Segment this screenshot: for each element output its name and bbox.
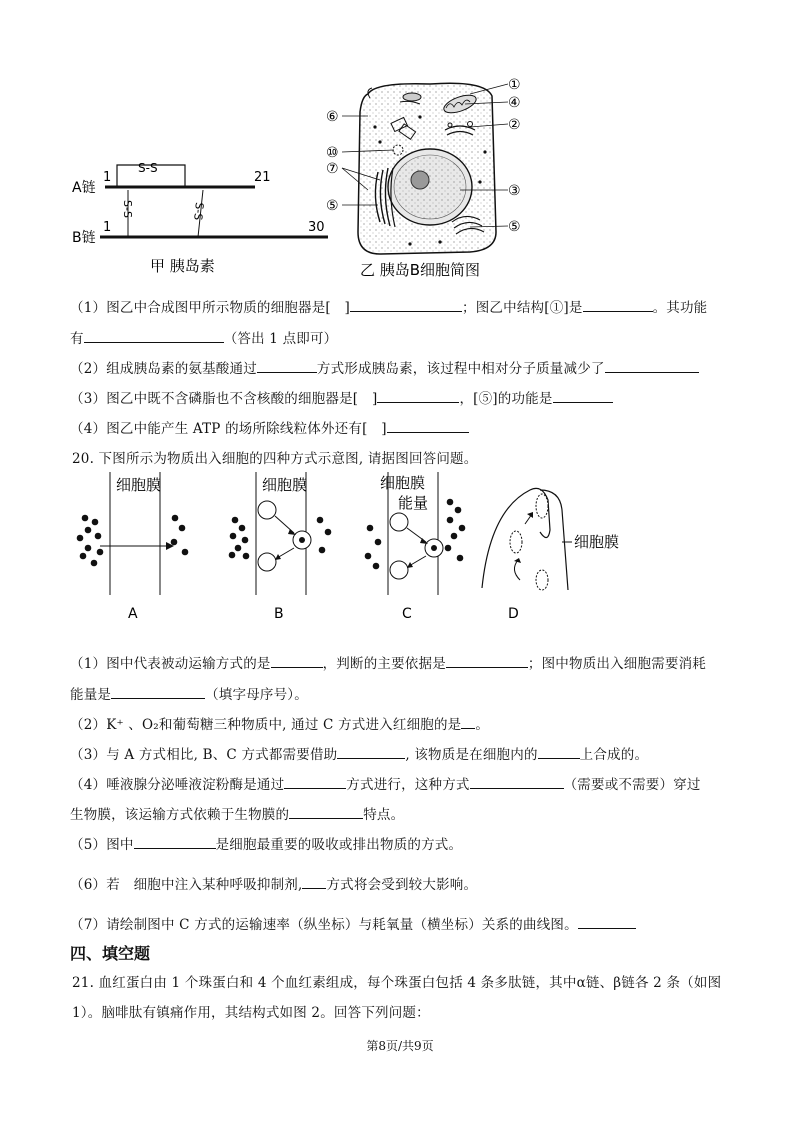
- ss-top-label: S-S: [138, 161, 158, 175]
- blank-20-4c[interactable]: [289, 804, 363, 819]
- panel-label-a: A: [128, 606, 138, 622]
- ss-vertical-1: S-S: [121, 200, 134, 218]
- q20-s4: （4）唾液腺分泌唾液淀粉酶是通过 方式进行，这种方式 （需要或不需要）穿过: [70, 773, 701, 793]
- marker-10: ⑩: [326, 145, 339, 161]
- blank-20-1c[interactable]: [111, 684, 205, 699]
- marker-5-right: ⑤: [508, 219, 521, 235]
- marker-7: ⑦: [326, 161, 339, 177]
- panel-b: [229, 472, 332, 622]
- blank-20-5[interactable]: [134, 834, 216, 849]
- nucleolus: [411, 171, 429, 189]
- q21-line1: 21. 血红蛋白由 1 个珠蛋白和 4 个血红素组成，每个珠蛋白包括 4 条多肽链，其中α链、β链各 2 条（如图: [72, 975, 722, 991]
- figure-jia-caption: 甲 胰岛素: [150, 257, 215, 275]
- panel-label-d: D: [508, 606, 519, 622]
- membrane-label-c: 细胞膜: [380, 474, 426, 492]
- blank-19-2b[interactable]: [605, 358, 699, 373]
- q19-line3: （2）组成胰岛素的氨基酸通过 方式形成胰岛素，该过程中相对分子质量减少了: [70, 357, 699, 377]
- blank-20-7[interactable]: [578, 914, 636, 929]
- panel-a: [77, 472, 189, 622]
- q20-s4-cont: 生物膜，该运输方式依赖于生物膜的 特点。: [70, 803, 404, 823]
- membrane-label-a: 细胞膜: [116, 476, 162, 494]
- q20-s6: （6）若 细胞中注入某种呼吸抑制剂, 方式将会受到较大影响。: [70, 873, 477, 893]
- page-footer: 第8页/共9页: [366, 1039, 434, 1053]
- blank-19-1c[interactable]: [84, 328, 224, 343]
- panel-label-b: B: [274, 606, 284, 622]
- panel-label-c: C: [402, 606, 412, 622]
- q19-line1: （1）图乙中合成图甲所示物质的细胞器是[ ] ；图乙中结构[①]是 。其功能: [70, 296, 707, 316]
- panel-c: [365, 472, 466, 622]
- blank-19-2a[interactable]: [257, 358, 317, 373]
- blank-19-3a[interactable]: [377, 388, 459, 403]
- a-chain-label: A链: [72, 180, 96, 196]
- q20-s2: （2）K⁺ 、O₂和葡萄糖三种物质中, 通过 C 方式进入红细胞的是 。: [70, 713, 489, 733]
- blank-19-1a[interactable]: [350, 297, 462, 312]
- b-start: 1: [103, 220, 112, 235]
- b-chain-label: B链: [72, 230, 96, 246]
- membrane-label-b: 细胞膜: [262, 476, 308, 494]
- blank-20-2[interactable]: [461, 714, 475, 729]
- blank-20-4a[interactable]: [284, 774, 346, 789]
- blank-20-6[interactable]: [302, 874, 326, 889]
- figure-yi-caption: 乙 胰岛B细胞简图: [360, 261, 481, 279]
- blank-19-4[interactable]: [387, 418, 469, 433]
- q19-line4: （3）图乙中既不含磷脂也不含核酸的细胞器是[ ] ，[⑤]的功能是: [70, 387, 613, 407]
- figure-transport: [70, 470, 670, 630]
- figure-insulin: [60, 140, 340, 280]
- q20-s3: （3）与 A 方式相比, B、C 方式都需要借助 , 该物质是在细胞内的 上合成的。: [70, 743, 648, 763]
- section-heading: 四、填空题: [70, 944, 151, 963]
- q20-title: 20. 下图所示为物质出入细胞的四种方式示意图, 请据图回答问题。: [72, 451, 478, 467]
- q19-line2: 有 （答出 1 点即可）: [70, 327, 337, 347]
- blank-20-4b[interactable]: [470, 774, 564, 789]
- b-end: 30: [308, 220, 325, 235]
- q20-s5: （5）图中 是细胞最重要的吸收或排出物质的方式。: [70, 833, 462, 853]
- a-end: 21: [254, 170, 271, 185]
- q20-s7: （7）请绘制图中 C 方式的运输速率（纵坐标）与耗氧量（横坐标）关系的曲线图。: [70, 913, 636, 933]
- q20-s1: （1）图中代表被动运输方式的是 ，判断的主要依据是 ；图中物质出入细胞需要消耗: [70, 652, 706, 672]
- marker-2: ②: [508, 117, 521, 133]
- q20-s1-cont: 能量是 （填字母序号）。: [70, 683, 308, 703]
- a-start: 1: [103, 170, 112, 185]
- q19-line5: （4）图乙中能产生 ATP 的场所除线粒体外还有[ ]: [70, 417, 469, 437]
- ss-vertical-2: S-S: [191, 201, 206, 221]
- q21-line2: 1）。脑啡肽有镇痛作用，其结构式如图 2。回答下列问题：: [72, 1005, 430, 1021]
- blank-20-3a[interactable]: [337, 744, 405, 759]
- membrane-label-d: 细胞膜: [574, 533, 620, 551]
- marker-1: ①: [508, 77, 521, 93]
- marker-4: ④: [508, 95, 521, 111]
- blank-20-1b[interactable]: [446, 653, 528, 668]
- blank-20-1a[interactable]: [271, 653, 323, 668]
- panel-d: [482, 488, 619, 622]
- blank-19-3b[interactable]: [553, 388, 613, 403]
- figure-cell: [320, 72, 540, 282]
- marker-3: ③: [508, 183, 521, 199]
- energy-label: 能量: [398, 494, 429, 512]
- marker-6: ⑥: [326, 109, 339, 125]
- blank-19-1b[interactable]: [583, 297, 653, 312]
- marker-5-left: ⑤: [326, 198, 339, 214]
- blank-20-3b[interactable]: [538, 744, 580, 759]
